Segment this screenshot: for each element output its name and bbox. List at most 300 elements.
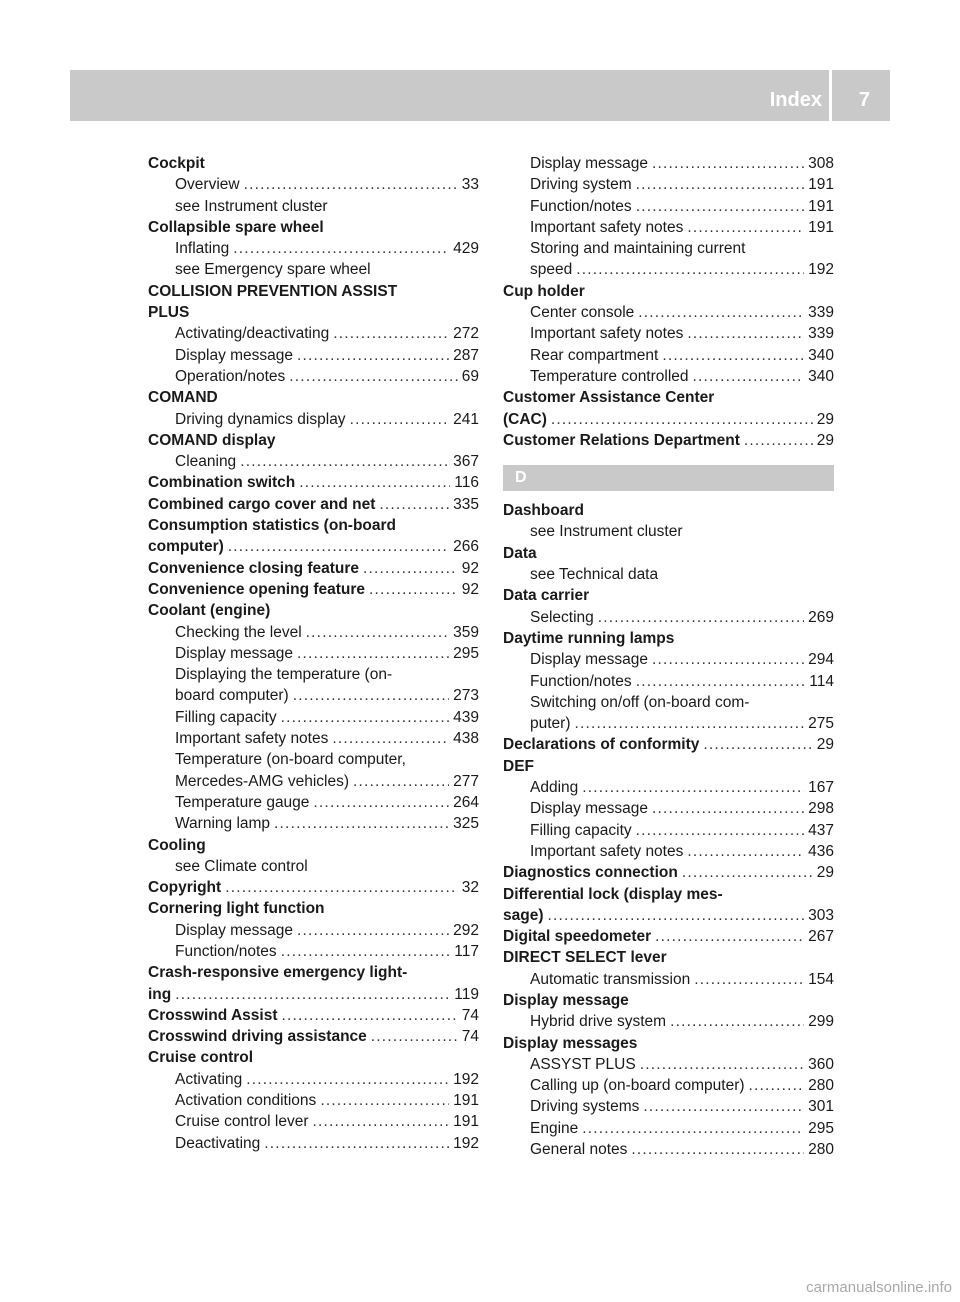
entry-text: Cruise control lever bbox=[175, 1113, 309, 1131]
page-reference: 74 bbox=[461, 1006, 479, 1024]
page-reference: 273 bbox=[453, 687, 479, 705]
dot-leader bbox=[379, 494, 449, 515]
index-entry bbox=[503, 756, 834, 777]
index-entry bbox=[148, 430, 479, 451]
index-subentry bbox=[503, 798, 834, 819]
page-reference: 272 bbox=[453, 325, 479, 343]
dot-leader bbox=[299, 472, 450, 493]
entry-text: Driving systems bbox=[530, 1098, 640, 1116]
index-entry bbox=[148, 877, 479, 898]
dot-leader bbox=[652, 798, 804, 819]
page-reference: 335 bbox=[453, 495, 479, 513]
entry-text: General notes bbox=[530, 1141, 628, 1159]
index-entry bbox=[148, 962, 479, 983]
dot-leader bbox=[281, 707, 449, 728]
page-reference: 438 bbox=[453, 730, 479, 748]
page-reference: 241 bbox=[453, 410, 479, 428]
entry-text: Function/notes bbox=[530, 672, 632, 690]
page-reference: 29 bbox=[816, 736, 834, 754]
entry-text: Cleaning bbox=[175, 453, 237, 471]
page-reference: 295 bbox=[453, 644, 479, 662]
index-entry bbox=[148, 898, 479, 919]
entry-text: board computer) bbox=[175, 687, 289, 705]
entry-text: Function/notes bbox=[530, 197, 632, 215]
entry-text: Combination switch bbox=[148, 474, 296, 492]
entry-text: Mercedes-AMG vehicles) bbox=[175, 772, 349, 790]
page-reference: 29 bbox=[816, 864, 834, 882]
dot-leader bbox=[749, 1075, 805, 1096]
entry-text: DEF bbox=[503, 757, 534, 775]
index-subentry bbox=[148, 1090, 479, 1111]
entry-text: Switching on/off (on-board com- bbox=[530, 693, 750, 711]
entry-text: Daytime running lamps bbox=[503, 629, 675, 647]
entry-text: ing bbox=[148, 985, 172, 1003]
index-entry bbox=[503, 409, 834, 430]
entry-text: COMAND display bbox=[148, 431, 276, 449]
index-subentry bbox=[503, 174, 834, 195]
entry-text: Crosswind driving assistance bbox=[148, 1028, 367, 1046]
entry-text: Display message bbox=[530, 800, 649, 818]
dot-leader bbox=[320, 1090, 449, 1111]
index-entry bbox=[148, 387, 479, 408]
entry-text: Data bbox=[503, 544, 537, 562]
entry-text: Driving system bbox=[530, 176, 632, 194]
index-entry bbox=[503, 585, 834, 606]
index-subentry bbox=[148, 813, 479, 834]
dot-leader bbox=[297, 920, 449, 941]
index-subentry bbox=[148, 1133, 479, 1154]
entry-text: COLLISION PREVENTION ASSIST bbox=[148, 282, 398, 300]
index-entry bbox=[148, 217, 479, 238]
index-subentry bbox=[148, 323, 479, 344]
page-reference: 264 bbox=[453, 793, 479, 811]
entry-text: Automatic transmission bbox=[530, 970, 691, 988]
index-subentry bbox=[148, 622, 479, 643]
page-reference: 339 bbox=[808, 304, 834, 322]
index-subentry bbox=[148, 707, 479, 728]
page-reference: 117 bbox=[454, 942, 479, 960]
index-entry bbox=[503, 884, 834, 905]
index-subentry bbox=[148, 345, 479, 366]
dot-leader bbox=[228, 536, 449, 557]
index-subentry bbox=[503, 564, 834, 585]
entry-text: Customer Assistance Center bbox=[503, 389, 715, 407]
index-subentry bbox=[503, 521, 834, 542]
dot-leader bbox=[638, 302, 804, 323]
index-subentry bbox=[503, 259, 834, 280]
entry-text: Calling up (on-board computer) bbox=[530, 1077, 745, 1095]
index-subentry bbox=[503, 1139, 834, 1160]
page-reference: 439 bbox=[453, 708, 479, 726]
dot-leader bbox=[551, 409, 813, 430]
entry-text: see Instrument cluster bbox=[530, 523, 683, 541]
page-reference: 292 bbox=[453, 921, 479, 939]
index-entry bbox=[148, 281, 479, 302]
dot-leader bbox=[643, 1096, 804, 1117]
page-reference: 340 bbox=[808, 367, 834, 385]
index-subentry bbox=[503, 1075, 834, 1096]
entry-text: puter) bbox=[530, 715, 571, 733]
entry-text: Cockpit bbox=[148, 155, 205, 172]
dot-leader bbox=[640, 1054, 804, 1075]
index-subentry bbox=[503, 649, 834, 670]
page-reference: 429 bbox=[453, 240, 479, 258]
index-subentry bbox=[148, 451, 479, 472]
index-entry bbox=[503, 990, 834, 1011]
index-entry bbox=[503, 543, 834, 564]
entry-text: computer) bbox=[148, 538, 224, 556]
entry-text: Operation/notes bbox=[175, 367, 286, 385]
page-reference: 192 bbox=[808, 261, 834, 279]
entry-text: Checking the level bbox=[175, 623, 302, 641]
page-reference: 74 bbox=[461, 1028, 479, 1046]
entry-text: Digital speedometer bbox=[503, 928, 652, 946]
dot-leader bbox=[652, 153, 804, 174]
dot-leader bbox=[369, 579, 458, 600]
entry-text: Consumption statistics (on-board bbox=[148, 517, 396, 535]
page-reference: 277 bbox=[453, 772, 479, 790]
index-subentry bbox=[148, 920, 479, 941]
index-entry bbox=[503, 905, 834, 926]
entry-text: Engine bbox=[530, 1119, 579, 1137]
entry-text: Collapsible spare wheel bbox=[148, 218, 324, 236]
page-reference: 436 bbox=[808, 842, 834, 860]
entry-text: Diagnostics connection bbox=[503, 864, 678, 882]
entry-text: Copyright bbox=[148, 879, 222, 897]
dot-leader bbox=[306, 622, 449, 643]
dot-leader bbox=[636, 196, 804, 217]
page-reference: 167 bbox=[808, 779, 834, 797]
index-subentry bbox=[503, 217, 834, 238]
page-reference: 92 bbox=[461, 580, 479, 598]
entry-text: sage) bbox=[503, 906, 544, 924]
dot-leader bbox=[353, 771, 449, 792]
page-reference: 287 bbox=[453, 346, 479, 364]
entry-text: Center console bbox=[530, 304, 635, 322]
page-reference: 437 bbox=[808, 821, 834, 839]
dot-leader bbox=[636, 671, 806, 692]
dot-leader bbox=[655, 926, 804, 947]
page-reference: 154 bbox=[808, 970, 834, 988]
dot-leader bbox=[233, 238, 449, 259]
entry-text: Activating bbox=[175, 1070, 243, 1088]
index-subentry bbox=[503, 713, 834, 734]
index-entry bbox=[148, 1005, 479, 1026]
page-reference: 29 bbox=[816, 410, 834, 428]
entry-text: Important safety notes bbox=[530, 218, 684, 236]
dot-leader bbox=[281, 941, 451, 962]
entry-text: Displaying the temperature (on- bbox=[175, 666, 393, 684]
entry-text: Dashboard bbox=[503, 502, 584, 520]
page-reference: 191 bbox=[808, 218, 834, 236]
page-reference: 295 bbox=[808, 1119, 834, 1137]
page-reference: 303 bbox=[808, 906, 834, 924]
index-entry bbox=[148, 153, 479, 174]
index-subentry bbox=[503, 1011, 834, 1032]
dot-leader bbox=[363, 558, 458, 579]
entry-text: see Emergency spare wheel bbox=[175, 261, 371, 279]
index-entry bbox=[148, 835, 479, 856]
dot-leader bbox=[575, 713, 805, 734]
index-subentry bbox=[503, 671, 834, 692]
index-entry bbox=[148, 302, 479, 323]
entry-text: DIRECT SELECT lever bbox=[503, 949, 667, 967]
index-subentry bbox=[503, 841, 834, 862]
section-header-d: D bbox=[503, 465, 834, 491]
index-entry bbox=[148, 600, 479, 621]
index-entry bbox=[148, 984, 479, 1005]
entry-text: Display messages bbox=[503, 1034, 638, 1052]
entry-text: Selecting bbox=[530, 608, 594, 626]
page-reference: 92 bbox=[461, 559, 479, 577]
entry-text: Activation conditions bbox=[175, 1092, 317, 1110]
index-entry bbox=[503, 281, 834, 302]
index-subentry bbox=[148, 749, 479, 770]
entry-text: Inflating bbox=[175, 240, 230, 258]
dot-leader bbox=[274, 813, 449, 834]
dot-leader bbox=[333, 323, 449, 344]
entry-text: Display message bbox=[503, 991, 629, 1009]
entry-text: Customer Relations Department bbox=[503, 431, 740, 449]
index-subentry bbox=[148, 792, 479, 813]
entry-text: Hybrid drive system bbox=[530, 1013, 667, 1031]
entry-text: Overview bbox=[175, 176, 240, 194]
page-reference: 294 bbox=[808, 651, 834, 669]
entry-text: speed bbox=[530, 261, 573, 279]
index-subentry bbox=[503, 607, 834, 628]
dot-leader bbox=[240, 451, 449, 472]
page-reference: 301 bbox=[808, 1098, 834, 1116]
index-group-c-continued bbox=[503, 153, 834, 451]
page-reference: 116 bbox=[454, 474, 479, 492]
page-reference: 266 bbox=[453, 538, 479, 556]
page-reference: 298 bbox=[808, 800, 834, 818]
index-subentry bbox=[503, 1096, 834, 1117]
entry-text: Display message bbox=[175, 921, 294, 939]
dot-leader bbox=[693, 366, 805, 387]
dot-leader bbox=[548, 905, 805, 926]
dot-leader bbox=[371, 1026, 458, 1047]
entry-text: Adding bbox=[530, 779, 579, 797]
entry-text: Coolant (engine) bbox=[148, 602, 271, 620]
page-reference: 299 bbox=[808, 1013, 834, 1031]
page-reference: 191 bbox=[453, 1113, 479, 1131]
index-subentry bbox=[148, 728, 479, 749]
dot-leader bbox=[687, 841, 804, 862]
index-subentry bbox=[148, 643, 479, 664]
entry-text: Crash-responsive emergency light- bbox=[148, 964, 408, 982]
entry-text: Differential lock (display mes- bbox=[503, 885, 723, 903]
entry-text: Temperature controlled bbox=[530, 367, 689, 385]
dot-leader bbox=[662, 345, 804, 366]
index-subentry bbox=[148, 196, 479, 217]
entry-text: Display message bbox=[530, 155, 649, 172]
entry-text: Important safety notes bbox=[530, 842, 684, 860]
index-subentry bbox=[503, 820, 834, 841]
entry-text: Cooling bbox=[148, 836, 206, 854]
entry-text: ASSYST PLUS bbox=[530, 1055, 636, 1073]
index-entry bbox=[148, 1026, 479, 1047]
entry-text: Declarations of conformity bbox=[503, 736, 700, 754]
entry-text: Rear compartment bbox=[530, 346, 659, 364]
dot-leader bbox=[289, 366, 457, 387]
entry-text: Driving dynamics display bbox=[175, 410, 346, 428]
dot-leader bbox=[264, 1133, 449, 1154]
page-reference: 367 bbox=[453, 453, 479, 471]
index-subentry bbox=[503, 366, 834, 387]
entry-text: Warning lamp bbox=[175, 815, 271, 833]
page-reference: 280 bbox=[808, 1141, 834, 1159]
index-entry bbox=[503, 430, 834, 451]
entry-text: Important safety notes bbox=[175, 730, 329, 748]
index-subentry bbox=[148, 366, 479, 387]
index-subentry bbox=[148, 174, 479, 195]
entry-text: Display message bbox=[175, 644, 294, 662]
index-subentry bbox=[503, 345, 834, 366]
dot-leader bbox=[282, 1005, 458, 1026]
page-reference: 32 bbox=[461, 879, 479, 897]
index-subentry bbox=[503, 1118, 834, 1139]
entry-text: Display message bbox=[530, 651, 649, 669]
dot-leader bbox=[293, 685, 449, 706]
dot-leader bbox=[670, 1011, 804, 1032]
page-reference: 119 bbox=[454, 985, 479, 1003]
index-subentry bbox=[148, 409, 479, 430]
entry-text: Crosswind Assist bbox=[148, 1006, 278, 1024]
dot-leader bbox=[744, 430, 813, 451]
page-reference: 280 bbox=[808, 1077, 834, 1095]
dot-leader bbox=[687, 217, 804, 238]
page-header bbox=[70, 70, 890, 121]
index-entry bbox=[503, 947, 834, 968]
index-subentry bbox=[148, 856, 479, 877]
header-divider bbox=[829, 70, 832, 121]
index-subentry bbox=[503, 323, 834, 344]
entry-text: Cruise control bbox=[148, 1049, 254, 1067]
page-reference: 340 bbox=[808, 346, 834, 364]
dot-leader bbox=[350, 409, 450, 430]
entry-text: PLUS bbox=[148, 304, 190, 322]
index-entry bbox=[148, 515, 479, 536]
page-reference: 325 bbox=[453, 815, 479, 833]
entry-text: Filling capacity bbox=[175, 708, 277, 726]
page-title: Index bbox=[769, 89, 822, 111]
dot-leader bbox=[636, 174, 804, 195]
index-subentry bbox=[148, 664, 479, 685]
dot-leader bbox=[598, 607, 804, 628]
dot-leader bbox=[225, 877, 458, 898]
dot-leader bbox=[636, 820, 804, 841]
index-subentry bbox=[148, 685, 479, 706]
dot-leader bbox=[576, 259, 804, 280]
index-entry bbox=[148, 494, 479, 515]
index-subentry bbox=[503, 302, 834, 323]
dot-leader bbox=[297, 345, 449, 366]
dot-leader bbox=[682, 862, 813, 883]
page-reference: 192 bbox=[453, 1134, 479, 1152]
index-entry bbox=[148, 579, 479, 600]
page-number: 7 bbox=[858, 89, 870, 111]
index-entry bbox=[503, 734, 834, 755]
entry-text: Convenience opening feature bbox=[148, 580, 366, 598]
dot-leader bbox=[582, 1118, 804, 1139]
entry-text: see Technical data bbox=[530, 566, 659, 584]
entry-text: Temperature (on-board computer, bbox=[175, 751, 406, 769]
entry-text: Storing and maintaining current bbox=[530, 240, 746, 258]
entry-text: see Climate control bbox=[175, 857, 308, 875]
page-reference: 359 bbox=[453, 623, 479, 641]
index-entry bbox=[148, 472, 479, 493]
index-subentry bbox=[148, 1069, 479, 1090]
dot-leader bbox=[313, 792, 449, 813]
entry-text: see Instrument cluster bbox=[175, 197, 328, 215]
entry-text: Data carrier bbox=[503, 587, 590, 605]
page-reference: 69 bbox=[461, 367, 479, 385]
entry-text: Important safety notes bbox=[530, 325, 684, 343]
entry-text: Function/notes bbox=[175, 942, 277, 960]
index-column-right bbox=[503, 153, 834, 1160]
page-reference: 191 bbox=[453, 1092, 479, 1110]
dot-leader bbox=[703, 734, 812, 755]
index-entry bbox=[148, 536, 479, 557]
dot-leader bbox=[175, 984, 450, 1005]
entry-text: Activating/deactivating bbox=[175, 325, 330, 343]
entry-text: (CAC) bbox=[503, 410, 547, 428]
index-subentry bbox=[503, 777, 834, 798]
index-subentry bbox=[503, 153, 834, 174]
dot-leader bbox=[246, 1069, 449, 1090]
index-entry bbox=[503, 500, 834, 521]
page-reference: 191 bbox=[808, 197, 834, 215]
dot-leader bbox=[631, 1139, 804, 1160]
dot-leader bbox=[297, 643, 449, 664]
index-subentry bbox=[148, 1111, 479, 1132]
entry-text: COMAND bbox=[148, 389, 218, 407]
dot-leader bbox=[652, 649, 804, 670]
index-subentry bbox=[503, 969, 834, 990]
page-reference: 275 bbox=[808, 715, 834, 733]
index-entry bbox=[503, 926, 834, 947]
index-subentry bbox=[503, 1054, 834, 1075]
index-subentry bbox=[148, 941, 479, 962]
index-entry bbox=[148, 1047, 479, 1068]
entry-text: Display message bbox=[175, 346, 294, 364]
dot-leader bbox=[687, 323, 804, 344]
page-reference: 269 bbox=[808, 608, 834, 626]
page-reference: 192 bbox=[453, 1070, 479, 1088]
entry-text: Deactivating bbox=[175, 1134, 261, 1152]
page-reference: 267 bbox=[808, 928, 834, 946]
index-subentry bbox=[148, 259, 479, 280]
entry-text: Cornering light function bbox=[148, 900, 325, 918]
page-reference: 308 bbox=[808, 155, 834, 172]
entry-text: Combined cargo cover and net bbox=[148, 495, 376, 513]
dot-leader bbox=[582, 777, 804, 798]
entry-text: Temperature gauge bbox=[175, 793, 310, 811]
page-reference: 114 bbox=[809, 672, 834, 690]
index-entry bbox=[503, 387, 834, 408]
page-reference: 360 bbox=[808, 1055, 834, 1073]
index-column-left bbox=[148, 153, 479, 1154]
index-subentry bbox=[503, 196, 834, 217]
page-reference: 191 bbox=[808, 176, 834, 194]
index-subentry bbox=[503, 692, 834, 713]
index-subentry bbox=[148, 771, 479, 792]
index-subentry bbox=[503, 238, 834, 259]
page-reference: 339 bbox=[808, 325, 834, 343]
page-reference: 33 bbox=[461, 176, 479, 194]
dot-leader bbox=[244, 174, 458, 195]
